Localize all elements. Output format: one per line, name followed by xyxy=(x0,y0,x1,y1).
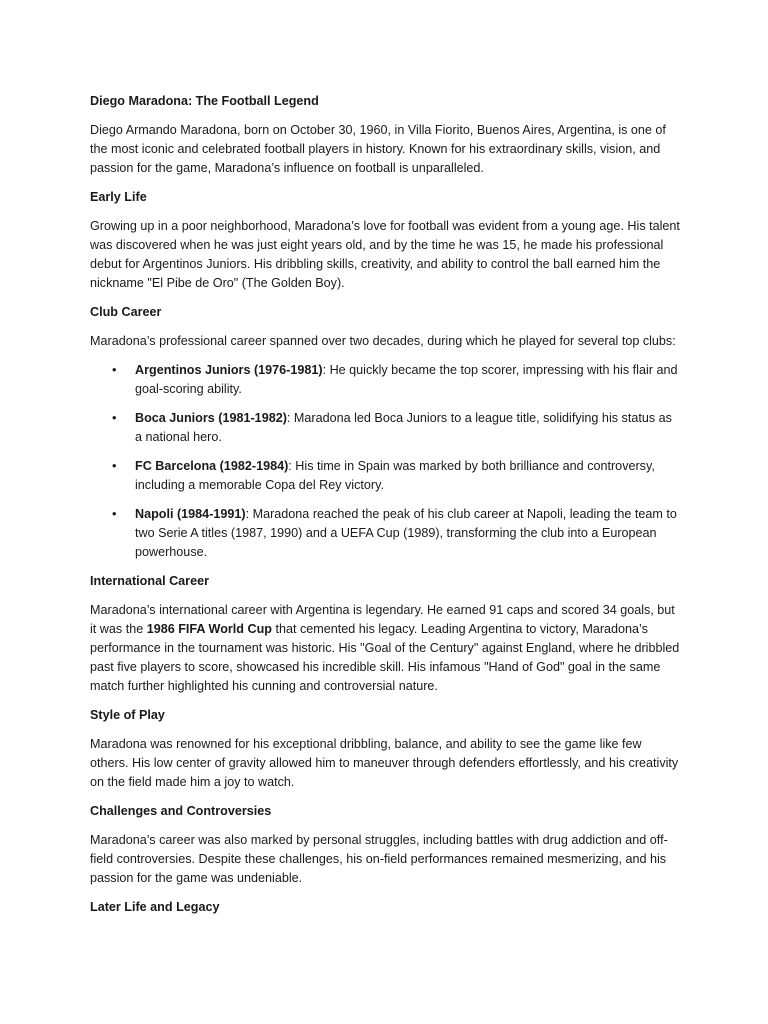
club-description: : He quickly became the top scorer, impressing with his flair and goal-scoring ability. xyxy=(135,363,678,396)
international-text-before: Maradona’s international career with Argentina is legendary. He earned 91 caps and scored 34 goals, but it was the xyxy=(90,603,675,636)
section-heading-challenges: Challenges and Controversies xyxy=(90,804,272,818)
section-heading-style-of-play: Style of Play xyxy=(90,708,165,722)
bullet-icon: • xyxy=(112,363,117,377)
document-title: Diego Maradona: The Football Legend xyxy=(90,94,319,108)
club-description: : His time in Spain was marked by both brilliance and controversy, including a memorable Copa del Rey victory. xyxy=(135,459,655,492)
section-heading-international-career: International Career xyxy=(90,574,209,588)
section-heading-early-life: Early Life xyxy=(90,190,147,204)
club-description: : Maradona led Boca Juniors to a league title, solidifying his status as a national hero. xyxy=(135,411,672,444)
list-item xyxy=(90,409,680,447)
international-career-paragraph xyxy=(90,601,680,696)
club-name: FC Barcelona (1982-1984) xyxy=(135,459,289,473)
challenges-paragraph: Maradona’s career was also marked by personal struggles, including battles with drug addiction and off-field controversies. Despite these challenges, his on-field performances remained mesmerizing, and his passion for the game was undeniable. xyxy=(90,833,668,885)
club-name: Napoli (1984-1991) xyxy=(135,507,246,521)
intro-paragraph: Diego Armando Maradona, born on October 30, 1960, in Villa Fiorito, Buenos Aires, Argentina, is one of the most iconic and celebrated football players in history. Known for his extraordinary skills, vision, and passion for the game, Maradona’s influence on football is unparalleled. xyxy=(90,123,666,175)
club-name: Boca Juniors (1981-1982) xyxy=(135,411,287,425)
club-list xyxy=(90,361,680,562)
bullet-icon: • xyxy=(112,411,117,425)
bullet-icon: • xyxy=(112,507,117,521)
world-cup-highlight: 1986 FIFA World Cup xyxy=(146,622,272,636)
list-item xyxy=(90,505,680,562)
club-description: : Maradona reached the peak of his club career at Napoli, leading the team to two Serie A titles (1987, 1990) and a UEFA Cup (1989), transforming the club into a European powerhouse. xyxy=(135,507,677,559)
section-heading-later-life: Later Life and Legacy xyxy=(90,900,220,914)
club-name: Argentinos Juniors (1976-1981) xyxy=(135,363,323,377)
international-text-after: that cemented his legacy. Leading Argentina to victory, Maradona’s performance in the tournament was historic. His "Goal of the Century" against England, where he dribbled past five players to score, showcased his incredible skill. His infamous "Hand of God" goal in the same match further highlighted his cunning and controversial nature. xyxy=(90,622,680,693)
list-item xyxy=(90,361,680,399)
list-item xyxy=(90,457,680,495)
document-page xyxy=(90,92,680,927)
bullet-icon: • xyxy=(112,459,117,473)
style-of-play-paragraph: Maradona was renowned for his exceptional dribbling, balance, and ability to see the game like few others. His low center of gravity allowed him to maneuver through defenders effortlessly, and his creativity on the field made him a joy to watch. xyxy=(90,737,679,789)
section-heading-club-career: Club Career xyxy=(90,305,162,319)
early-life-paragraph: Growing up in a poor neighborhood, Maradona’s love for football was evident from a young age. His talent was discovered when he was just eight years old, and by the time he was 15, he made his professional debut for Argentinos Juniors. His dribbling skills, creativity, and ability to control the ball earned him the nickname "El Pibe de Oro" (The Golden Boy). xyxy=(90,219,680,290)
club-career-intro: Maradona’s professional career spanned over two decades, during which he played for several top clubs: xyxy=(90,334,676,348)
